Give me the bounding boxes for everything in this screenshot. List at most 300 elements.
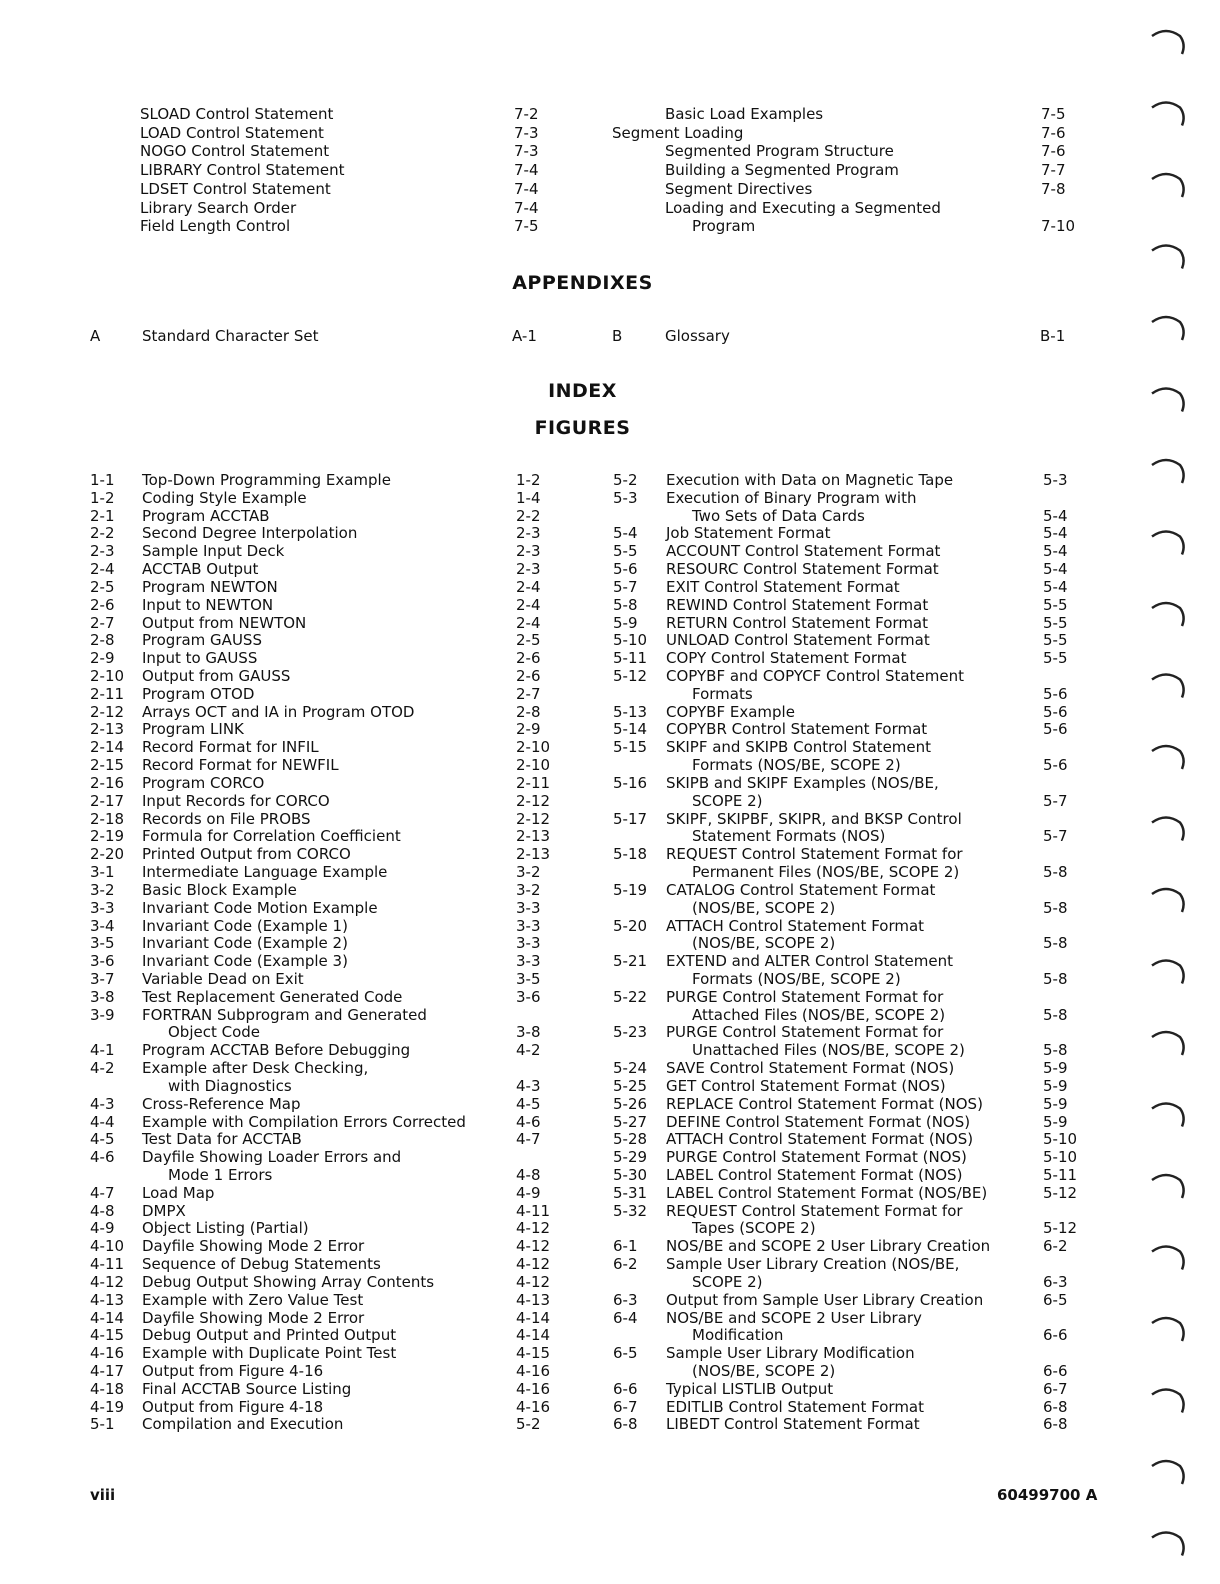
- figure-number: 5-16: [613, 773, 648, 792]
- appendix-page: B-1: [1040, 327, 1066, 345]
- figure-title: Example with Compilation Errors Corrected: [142, 1112, 466, 1131]
- figure-title: Output from Sample User Library Creation: [666, 1290, 984, 1309]
- toc-entry-page: 7-8: [1041, 179, 1066, 198]
- figure-title: Sample User Library Modification: [666, 1344, 915, 1363]
- figure-title: REQUEST Control Statement Format for: [666, 845, 963, 864]
- toc-entry-title: Segment Directives: [665, 179, 813, 198]
- figure-title: ACCTAB Output: [142, 560, 259, 579]
- toc-entry-title: Segmented Program Structure: [665, 142, 894, 161]
- figure-number: 4-2: [90, 1059, 115, 1078]
- figure-page: 2-10: [516, 756, 551, 775]
- figure-page: 2-2: [516, 506, 541, 525]
- figure-number: 6-8: [613, 1415, 638, 1434]
- toc-entry-page: 7-10: [1041, 217, 1076, 236]
- figure-title: with Diagnostics: [168, 1076, 292, 1095]
- figure-page: 6-8: [1043, 1397, 1068, 1416]
- toc-entry-page: 7-3: [514, 142, 539, 161]
- binder-hole-mark: [1152, 103, 1184, 126]
- figure-number: 4-14: [90, 1308, 125, 1327]
- figure-number: 6-2: [613, 1255, 638, 1274]
- figure-page: 5-11: [1043, 1165, 1078, 1184]
- figure-number: 6-3: [613, 1290, 638, 1309]
- figure-page: 3-3: [516, 934, 541, 953]
- figure-title: Formats: [692, 684, 753, 703]
- figure-title: Example with Zero Value Test: [142, 1290, 364, 1309]
- figure-title: EXIT Control Statement Format: [666, 577, 900, 596]
- figure-number: 4-5: [90, 1130, 115, 1149]
- figure-page: 4-3: [516, 1076, 541, 1095]
- figure-page: 5-4: [1043, 560, 1068, 579]
- toc-entry-title: Library Search Order: [140, 198, 297, 217]
- figure-title: Sample Input Deck: [142, 542, 285, 561]
- figure-title: LABEL Control Statement Format (NOS/BE): [666, 1183, 988, 1202]
- figure-number: 2-1: [90, 506, 115, 525]
- toc-entry-title: Building a Segmented Program: [665, 161, 899, 180]
- binder-hole-mark: [1152, 1318, 1184, 1341]
- figure-number: 3-6: [90, 952, 115, 971]
- figure-title: Modification: [692, 1326, 784, 1345]
- figure-number: 5-26: [613, 1094, 648, 1113]
- figure-title: Second Degree Interpolation: [142, 524, 358, 543]
- binder-hole-mark: [1152, 1461, 1184, 1484]
- figure-number: 5-32: [613, 1201, 648, 1220]
- figure-page: 4-7: [516, 1130, 541, 1149]
- figure-title: Program ACCTAB Before Debugging: [142, 1041, 411, 1060]
- figure-title: RESOURC Control Statement Format: [666, 560, 939, 579]
- appendix-letter: B: [612, 327, 623, 345]
- figure-page: 5-8: [1043, 863, 1068, 882]
- figure-number: 5-17: [613, 809, 648, 828]
- figure-number: 5-5: [613, 542, 638, 561]
- figure-page: 4-12: [516, 1219, 551, 1238]
- figure-number: 4-1: [90, 1041, 115, 1060]
- figure-number: 2-13: [90, 720, 125, 739]
- figure-title: Variable Dead on Exit: [142, 969, 304, 988]
- figure-title: Debug Output Showing Array Contents: [142, 1272, 435, 1291]
- figure-number: 5-20: [613, 916, 648, 935]
- figure-page: 2-13: [516, 845, 551, 864]
- figure-number: 6-1: [613, 1237, 638, 1256]
- figure-title: LABEL Control Statement Format (NOS): [666, 1165, 963, 1184]
- figure-number: 2-12: [90, 702, 125, 721]
- figure-number: 6-6: [613, 1379, 638, 1398]
- figure-title: RETURN Control Statement Format: [666, 613, 929, 632]
- figure-number: 5-11: [613, 649, 648, 668]
- toc-entry-title: Loading and Executing a Segmented: [665, 198, 941, 217]
- figure-page: 4-14: [516, 1308, 551, 1327]
- figure-number: 5-3: [613, 488, 638, 507]
- figure-number: 6-4: [613, 1308, 638, 1327]
- figure-page: 6-8: [1043, 1415, 1068, 1434]
- figure-title: Typical LISTLIB Output: [666, 1379, 834, 1398]
- figure-title: Records on File PROBS: [142, 809, 311, 828]
- figure-title: CATALOG Control Statement Format: [666, 880, 936, 899]
- figure-number: 2-17: [90, 791, 125, 810]
- figure-title: Record Format for INFIL: [142, 738, 319, 757]
- figure-page: 2-3: [516, 542, 541, 561]
- figure-title: Mode 1 Errors: [168, 1165, 273, 1184]
- index-heading: INDEX: [548, 380, 617, 402]
- figure-title: Coding Style Example: [142, 488, 307, 507]
- figure-page: 5-7: [1043, 827, 1068, 846]
- figure-page: 4-16: [516, 1397, 551, 1416]
- figure-number: 4-3: [90, 1094, 115, 1113]
- figure-number: 5-9: [613, 613, 638, 632]
- figure-number: 2-16: [90, 773, 125, 792]
- figure-number: 5-1: [90, 1415, 115, 1434]
- figure-title: Dayfile Showing Loader Errors and: [142, 1148, 402, 1167]
- figure-page: 6-6: [1043, 1326, 1068, 1345]
- toc-entry-page: 7-4: [514, 161, 539, 180]
- toc-entry-title: Program: [692, 217, 756, 236]
- figure-number: 5-22: [613, 987, 648, 1006]
- figure-number: 5-12: [613, 667, 648, 686]
- figure-number: 4-4: [90, 1112, 115, 1131]
- figure-number: 2-19: [90, 827, 125, 846]
- figure-title: Invariant Code Motion Example: [142, 898, 378, 917]
- figure-title: Sample User Library Creation (NOS/BE,: [666, 1255, 960, 1274]
- figure-page: 5-10: [1043, 1130, 1078, 1149]
- figure-title: (NOS/BE, SCOPE 2): [692, 898, 836, 917]
- figure-page: 4-16: [516, 1362, 551, 1380]
- figure-page: 2-3: [516, 524, 541, 543]
- figure-number: 3-8: [90, 987, 115, 1006]
- figure-number: 5-4: [613, 524, 638, 543]
- figure-title: Printed Output from CORCO: [142, 845, 351, 864]
- figure-title: ATTACH Control Statement Format: [666, 916, 925, 935]
- figure-title: LIBEDT Control Statement Format: [666, 1415, 920, 1434]
- figure-page: 5-4: [1043, 506, 1068, 525]
- figure-title: Top-Down Programming Example: [142, 471, 391, 489]
- binder-hole-mark: [1152, 1032, 1184, 1055]
- figure-number: 1-1: [90, 471, 115, 489]
- figure-page: 2-11: [516, 773, 551, 792]
- figure-number: 2-4: [90, 560, 115, 579]
- figure-title: Dayfile Showing Mode 2 Error: [142, 1237, 365, 1256]
- figure-title: Permanent Files (NOS/BE, SCOPE 2): [692, 863, 960, 882]
- figure-page: 5-2: [516, 1415, 541, 1434]
- figure-number: 5-24: [613, 1059, 648, 1078]
- figure-page: 2-4: [516, 613, 541, 632]
- binder-hole-mark: [1152, 603, 1184, 626]
- figure-page: 4-8: [516, 1165, 541, 1184]
- figure-title: Object Code: [168, 1023, 261, 1042]
- figure-number: 5-21: [613, 952, 648, 971]
- figure-page: 3-2: [516, 863, 541, 882]
- figure-title: DMPX: [142, 1201, 186, 1220]
- figure-number: 6-7: [613, 1397, 638, 1416]
- binder-hole-mark: [1152, 532, 1184, 555]
- figure-page: 4-5: [516, 1094, 541, 1113]
- binder-hole-mark: [1152, 1104, 1184, 1127]
- figure-page: 6-7: [1043, 1379, 1068, 1398]
- figure-page: 5-9: [1043, 1059, 1068, 1078]
- figure-title: UNLOAD Control Statement Format: [666, 631, 930, 650]
- figure-page: 5-8: [1043, 934, 1068, 953]
- figure-page: 2-4: [516, 577, 541, 596]
- figure-title: COPYBF Example: [666, 702, 795, 721]
- figure-page: 5-5: [1043, 631, 1068, 650]
- figure-number: 3-4: [90, 916, 115, 935]
- figure-page: 5-12: [1043, 1183, 1078, 1202]
- figure-page: 5-5: [1043, 595, 1068, 614]
- binder-hole-mark: [1152, 460, 1184, 483]
- toc-entry-page: 7-4: [514, 179, 539, 198]
- figure-number: 5-18: [613, 845, 648, 864]
- figure-title: Dayfile Showing Mode 2 Error: [142, 1308, 365, 1327]
- figure-title: NOS/BE and SCOPE 2 User Library Creation: [666, 1237, 991, 1256]
- toc-entry-page: 7-5: [1041, 105, 1066, 123]
- figure-number: 5-19: [613, 880, 648, 899]
- appendix-title: Glossary: [665, 327, 730, 345]
- figure-number: 4-9: [90, 1219, 115, 1238]
- figure-title: Input Records for CORCO: [142, 791, 330, 810]
- figure-number: 2-5: [90, 577, 115, 596]
- figure-page: 4-13: [516, 1290, 551, 1309]
- figure-number: 2-9: [90, 649, 115, 668]
- figure-title: ACCOUNT Control Statement Format: [666, 542, 941, 561]
- figure-number: 6-5: [613, 1344, 638, 1363]
- toc-entry-title: LOAD Control Statement: [140, 123, 324, 142]
- toc-entry-title: LIBRARY Control Statement: [140, 161, 345, 180]
- binder-hole-mark: [1152, 246, 1184, 269]
- figure-number: 5-7: [613, 577, 638, 596]
- figure-page: 5-5: [1043, 613, 1068, 632]
- figure-page: 2-13: [516, 827, 551, 846]
- toc-entry-page: 7-5: [514, 217, 539, 236]
- figure-title: Basic Block Example: [142, 880, 297, 899]
- figure-page: 5-8: [1043, 898, 1068, 917]
- appendix-title: Standard Character Set: [142, 327, 319, 345]
- figure-number: 5-31: [613, 1183, 648, 1202]
- figure-page: 6-5: [1043, 1290, 1068, 1309]
- figure-title: Example after Desk Checking,: [142, 1059, 369, 1078]
- toc-entry-title: SLOAD Control Statement: [140, 105, 334, 123]
- toc-entry-title: Basic Load Examples: [665, 105, 824, 123]
- toc-entry-page: 7-4: [514, 198, 539, 217]
- figure-page: 5-8: [1043, 969, 1068, 988]
- figure-number: 5-10: [613, 631, 648, 650]
- figure-title: Output from GAUSS: [142, 667, 291, 686]
- figure-title: NOS/BE and SCOPE 2 User Library: [666, 1308, 922, 1327]
- figure-page: 6-6: [1043, 1362, 1068, 1380]
- figure-page: 5-4: [1043, 542, 1068, 561]
- figure-page: 5-8: [1043, 1041, 1068, 1060]
- figure-number: 3-2: [90, 880, 115, 899]
- figure-number: 4-15: [90, 1326, 125, 1345]
- toc-entry-page: 7-6: [1041, 142, 1066, 161]
- figure-title: SKIPF and SKIPB Control Statement: [666, 738, 932, 757]
- figure-number: 4-8: [90, 1201, 115, 1220]
- figure-title: SCOPE 2): [692, 791, 763, 810]
- binder-hole-mark: [1152, 746, 1184, 769]
- figure-number: 2-3: [90, 542, 115, 561]
- figure-number: 2-6: [90, 595, 115, 614]
- figure-title: Program OTOD: [142, 684, 255, 703]
- figure-number: 5-2: [613, 471, 638, 489]
- figure-title: Program ACCTAB: [142, 506, 270, 525]
- figure-number: 4-7: [90, 1183, 115, 1202]
- figure-title: Formats (NOS/BE, SCOPE 2): [692, 969, 901, 988]
- figure-page: 5-9: [1043, 1112, 1068, 1131]
- figure-title: Debug Output and Printed Output: [142, 1326, 397, 1345]
- figure-page: 5-8: [1043, 1005, 1068, 1024]
- binder-hole-mark: [1152, 1247, 1184, 1270]
- figure-number: 3-7: [90, 969, 115, 988]
- figure-page: 2-10: [516, 738, 551, 757]
- figure-page: 2-3: [516, 560, 541, 579]
- figure-title: Output from Figure 4-16: [142, 1362, 324, 1380]
- figure-title: Program CORCO: [142, 773, 265, 792]
- figure-title: Tapes (SCOPE 2): [692, 1219, 816, 1238]
- figure-number: 2-8: [90, 631, 115, 650]
- figure-number: 5-8: [613, 595, 638, 614]
- figure-number: 4-11: [90, 1255, 125, 1274]
- toc-entry-title: NOGO Control Statement: [140, 142, 330, 161]
- figure-number: 1-2: [90, 488, 115, 507]
- figure-number: 2-2: [90, 524, 115, 543]
- figure-page: 6-2: [1043, 1237, 1068, 1256]
- figure-number: 5-13: [613, 702, 648, 721]
- binder-hole-mark: [1152, 1533, 1184, 1556]
- figure-title: Attached Files (NOS/BE, SCOPE 2): [692, 1005, 946, 1024]
- figure-title: Program NEWTON: [142, 577, 278, 596]
- figure-number: 3-3: [90, 898, 115, 917]
- figure-title: Statement Formats (NOS): [692, 827, 886, 846]
- appendixes-heading: APPENDIXES: [512, 272, 653, 294]
- figure-page: 5-7: [1043, 791, 1068, 810]
- figure-page: 5-6: [1043, 702, 1068, 721]
- figure-title: SCOPE 2): [692, 1272, 763, 1291]
- binder-hole-mark: [1152, 31, 1184, 54]
- figure-page: 5-5: [1043, 649, 1068, 668]
- figure-title: Record Format for NEWFIL: [142, 756, 339, 775]
- figure-page: 5-6: [1043, 684, 1068, 703]
- figure-number: 5-14: [613, 720, 648, 739]
- figure-page: 2-6: [516, 667, 541, 686]
- figure-number: 3-5: [90, 934, 115, 953]
- figure-title: Unattached Files (NOS/BE, SCOPE 2): [692, 1041, 965, 1060]
- figure-page: 2-12: [516, 791, 551, 810]
- figure-title: Intermediate Language Example: [142, 863, 388, 882]
- binder-hole-mark: [1152, 1175, 1184, 1198]
- figure-page: 4-6: [516, 1112, 541, 1131]
- binder-hole-mark: [1152, 818, 1184, 841]
- figure-number: 2-18: [90, 809, 125, 828]
- figure-page: 2-12: [516, 809, 551, 828]
- figure-number: 3-9: [90, 1005, 115, 1024]
- figure-number: 4-18: [90, 1379, 125, 1398]
- figure-title: EDITLIB Control Statement Format: [666, 1397, 925, 1416]
- figure-title: Two Sets of Data Cards: [692, 506, 865, 525]
- figure-title: (NOS/BE, SCOPE 2): [692, 1362, 836, 1380]
- toc-entry-page: 7-7: [1041, 161, 1066, 180]
- binder-hole-mark: [1152, 389, 1184, 412]
- toc-entry-title: Segment Loading: [612, 123, 744, 142]
- figure-page: 2-6: [516, 649, 541, 668]
- figure-title: PURGE Control Statement Format for: [666, 1023, 944, 1042]
- figure-number: 2-20: [90, 845, 125, 864]
- figure-page: 6-3: [1043, 1272, 1068, 1291]
- figure-page: 2-7: [516, 684, 541, 703]
- figure-title: Job Statement Format: [666, 524, 831, 543]
- figure-title: Test Data for ACCTAB: [142, 1130, 302, 1149]
- figure-title: Output from Figure 4-18: [142, 1397, 324, 1416]
- figure-title: Program LINK: [142, 720, 244, 739]
- figure-title: ATTACH Control Statement Format (NOS): [666, 1130, 974, 1149]
- figure-title: Output from NEWTON: [142, 613, 307, 632]
- figure-title: Input to GAUSS: [142, 649, 258, 668]
- figure-page: 4-12: [516, 1237, 551, 1256]
- figure-title: PURGE Control Statement Format (NOS): [666, 1148, 967, 1167]
- figure-title: COPYBF and COPYCF Control Statement: [666, 667, 964, 686]
- figure-page: 4-9: [516, 1183, 541, 1202]
- figure-title: SKIPB and SKIPF Examples (NOS/BE,: [666, 773, 939, 792]
- figure-number: 2-15: [90, 756, 125, 775]
- toc-entry-title: Field Length Control: [140, 217, 291, 236]
- figure-number: 2-14: [90, 738, 125, 757]
- figure-number: 5-28: [613, 1130, 648, 1149]
- figure-number: 3-1: [90, 863, 115, 882]
- figure-number: 5-23: [613, 1023, 648, 1042]
- figure-number: 2-7: [90, 613, 115, 632]
- figure-title: EXTEND and ALTER Control Statement: [666, 952, 953, 971]
- figure-title: Final ACCTAB Source Listing: [142, 1379, 352, 1398]
- figure-page: 5-3: [1043, 471, 1068, 489]
- toc-entry-page: 7-2: [514, 105, 539, 123]
- figure-page: 1-4: [516, 488, 541, 507]
- figure-number: 4-19: [90, 1397, 125, 1416]
- figure-number: 5-25: [613, 1076, 648, 1095]
- figure-number: 5-6: [613, 560, 638, 579]
- document-number: 60499700 A: [997, 1486, 1098, 1504]
- figure-title: COPYBR Control Statement Format: [666, 720, 928, 739]
- figure-title: (NOS/BE, SCOPE 2): [692, 934, 836, 953]
- figure-number: 5-27: [613, 1112, 648, 1131]
- figure-title: Input to NEWTON: [142, 595, 274, 614]
- figure-title: Example with Duplicate Point Test: [142, 1344, 397, 1363]
- figure-title: Execution with Data on Magnetic Tape: [666, 471, 954, 489]
- binder-hole-mark: [1152, 174, 1184, 197]
- figure-number: 4-13: [90, 1290, 125, 1309]
- figure-page: 1-2: [516, 471, 541, 489]
- figure-title: REQUEST Control Statement Format for: [666, 1201, 963, 1220]
- figure-page: 4-15: [516, 1344, 551, 1363]
- figure-page: 4-12: [516, 1272, 551, 1291]
- figure-page: 2-5: [516, 631, 541, 650]
- figure-page: 2-9: [516, 720, 541, 739]
- binder-hole-mark: [1152, 317, 1184, 340]
- figure-page: 3-3: [516, 952, 541, 971]
- figure-title: SKIPF, SKIPBF, SKIPR, and BKSP Control: [666, 809, 962, 828]
- binder-hole-mark: [1152, 889, 1184, 912]
- figure-number: 4-16: [90, 1344, 125, 1363]
- figure-page: 3-3: [516, 898, 541, 917]
- figure-title: Formula for Correlation Coefficient: [142, 827, 401, 846]
- figure-title: COPY Control Statement Format: [666, 649, 907, 668]
- figure-title: FORTRAN Subprogram and Generated: [142, 1005, 427, 1024]
- figure-page: 4-11: [516, 1201, 551, 1220]
- figure-number: 4-12: [90, 1272, 125, 1291]
- figure-number: 2-10: [90, 667, 125, 686]
- figure-title: Invariant Code (Example 1): [142, 916, 348, 935]
- figure-title: REWIND Control Statement Format: [666, 595, 929, 614]
- figure-page: 3-6: [516, 987, 541, 1006]
- toc-entry-title: LDSET Control Statement: [140, 179, 331, 198]
- figure-number: 5-29: [613, 1148, 648, 1167]
- figure-title: Test Replacement Generated Code: [142, 987, 403, 1006]
- figure-number: 4-6: [90, 1148, 115, 1167]
